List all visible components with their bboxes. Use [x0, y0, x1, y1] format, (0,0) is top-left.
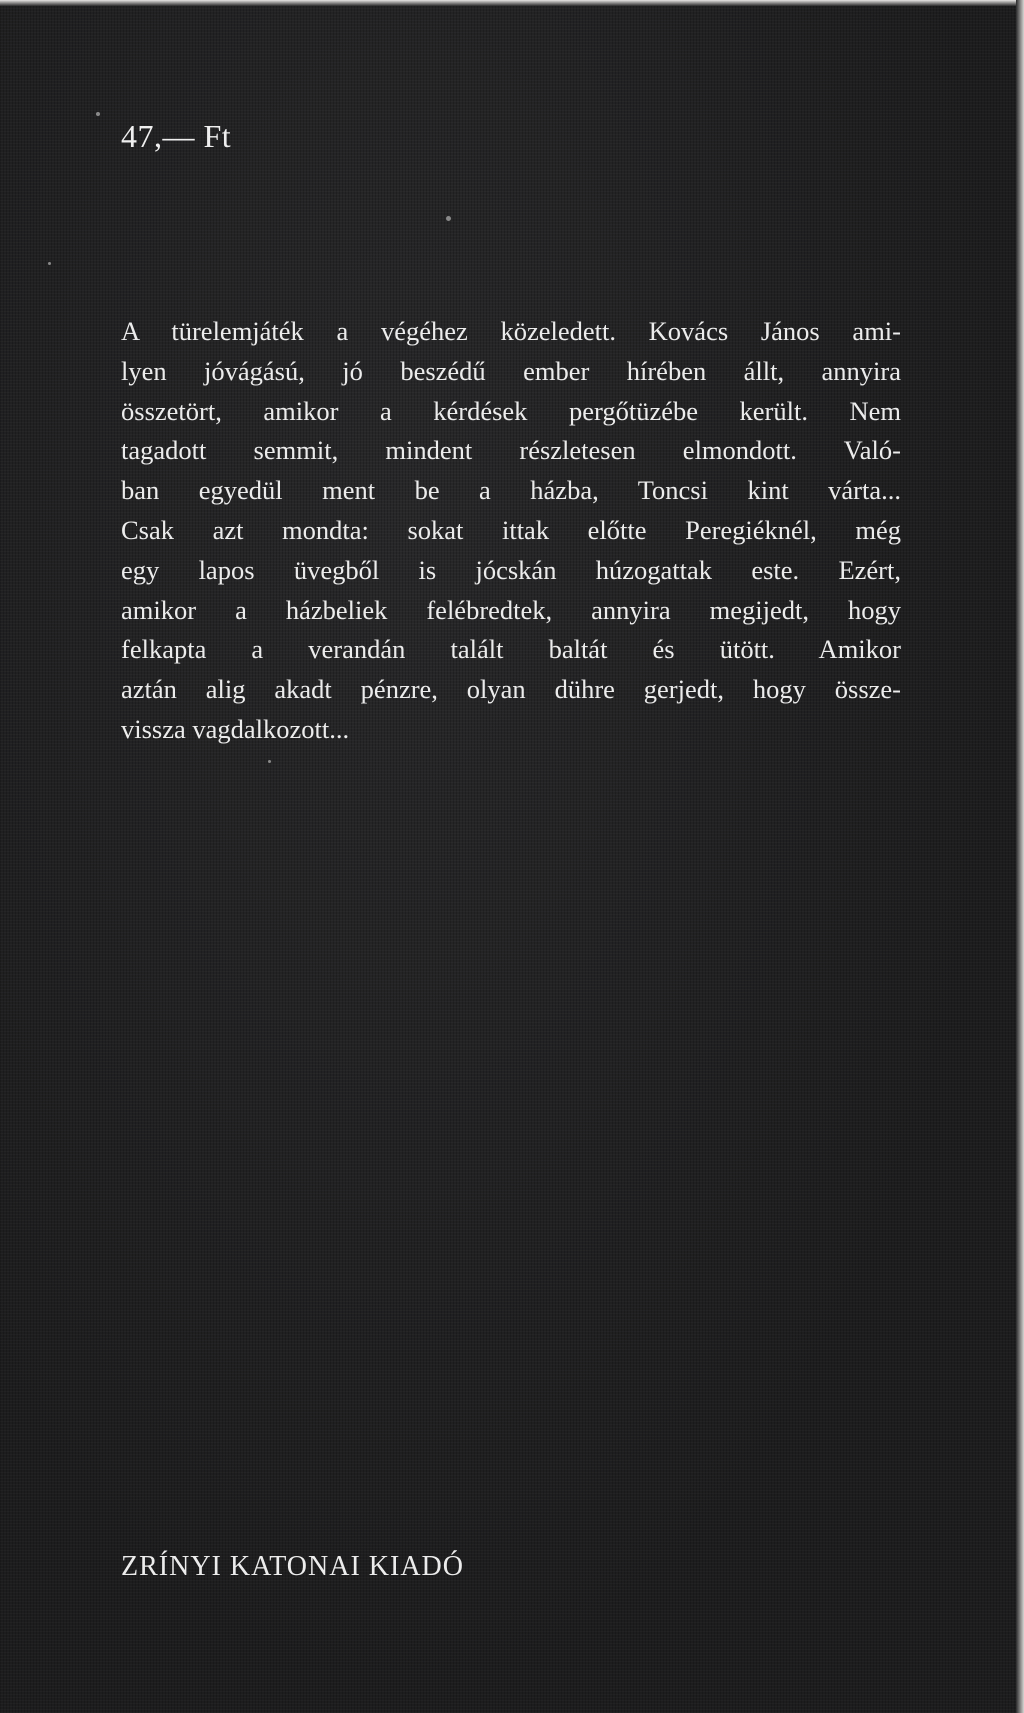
publisher-name: ZRÍNYI KATONAI KIADÓ: [121, 1551, 464, 1582]
blurb-line: felkapta a verandán talált baltát és ütött. Amikor: [121, 634, 901, 665]
price-label: 47,— Ft: [121, 118, 232, 154]
back-cover-blurb: [121, 312, 901, 750]
blurb-line: összetört, amikor a kérdések pergőtüzébe került. Nem: [121, 395, 901, 426]
blurb-line: A türelemjáték a végéhez közeledett. Kovács János ami-: [121, 316, 901, 346]
blurb-line: vissza vagdalkozott...: [121, 713, 350, 744]
blurb-line: tagadott semmit, mindent részletesen elmondott. Való-: [121, 435, 901, 466]
dust-speck: [96, 112, 100, 116]
blurb-line: Csak azt mondta: sokat ittak előtte Peregiéknél, még: [121, 514, 901, 545]
cover-right-edge: [1016, 0, 1024, 1713]
blurb-line: amikor a házbeliek felébredtek, annyira megijedt, hogy: [121, 594, 901, 625]
blurb-line: lyen jóvágású, jó beszédű ember hírében állt, annyira: [121, 355, 901, 386]
cover-top-edge: [0, 0, 1024, 6]
dust-speck: [446, 216, 451, 221]
dust-speck: [268, 760, 271, 763]
blurb-line: ban egyedül ment be a házba, Toncsi kint várta...: [121, 475, 901, 506]
blurb-line: egy lapos üvegből is jócskán húzogattak este. Ezért,: [121, 554, 901, 585]
dust-speck: [48, 262, 51, 265]
blurb-line: aztán alig akadt pénzre, olyan dühre gerjedt, hogy össze-: [121, 674, 901, 705]
